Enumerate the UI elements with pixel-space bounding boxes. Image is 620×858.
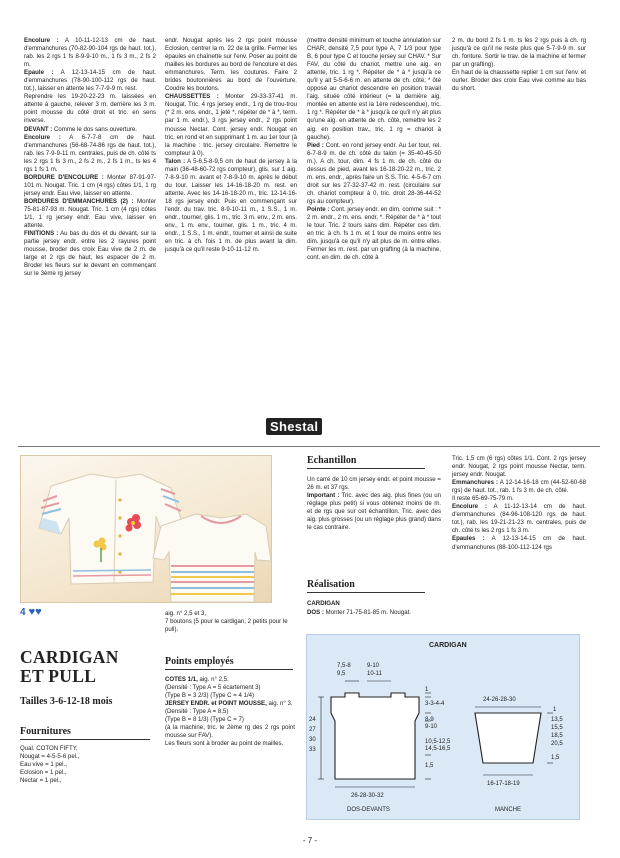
col3-text: Cont. en rond jersey endr. Au 1er tour, rel. 6-7-8-9 m. de ch. côté du talon (= 35-40-45-50 m.). A ch. tour, dim. 4 fs 1 m. de ch. côté du dessus de pied, avant les 16-18-20-22 m., tric. 2 m. ens. endr., après faire un S.S. Tric. 4-5-6-7 cm droit sur les 27-32-37-42 m. rest. (circulaire sur ch. chariot compteur à 0, tric. droit 28-36-44-52 rgs au compteur). <box>307 141 441 205</box>
text-column-3 <box>307 37 441 429</box>
col2-label: CHAUSSETTES : <box>165 93 219 101</box>
col1-label: BORDURE D'ENCOLURE : <box>24 173 104 181</box>
col4-paragraph <box>452 37 586 69</box>
col4b-paragraph <box>452 455 586 479</box>
points-text: Les fleurs sont à broder au point de mailles. <box>165 740 284 748</box>
materials-continued <box>165 610 297 634</box>
realisation-paragraph <box>307 609 441 617</box>
sleeve-right-2: 13,5 <box>551 717 563 723</box>
col1-label: Epaule : <box>24 69 54 77</box>
points-text: aig. n° 2,5. <box>197 676 229 683</box>
dim-left-2: 27 <box>309 727 316 733</box>
fournitures-item: Eclosion = 1 pel., <box>20 769 67 776</box>
col4b-text: A 12-14-16-18 cm (44-52-60-68 rgs) de haut. tot., rab. 1 fs 3 m. de ch. côté. <box>452 479 586 495</box>
col4b-paragraph <box>452 479 586 495</box>
realisation-text: Monter 71-75-81-85 m. Nougat. <box>323 609 411 616</box>
dim-top-d: 10-11 <box>367 671 382 677</box>
col4b-paragraph <box>452 495 586 503</box>
col3-paragraph <box>307 142 441 206</box>
sleeve-right-4: 18,5 <box>551 733 563 739</box>
col4b-text: Tric. 1,5 cm (6 rgs) côtes 1/1. Cont. 2 rgs jersey endr. Nougat, 2 rgs point mousse Nectar, term. jersey endr. Nougat. <box>452 455 586 479</box>
points-paragraph <box>165 684 295 692</box>
points-text: (à la machine, tric. le 2ème rg des 2 rgs point mousse sur FAV). <box>165 724 295 740</box>
col4b-text: Il reste 65-69-75-79 m. <box>452 495 514 503</box>
schematic-diagram <box>306 634 580 820</box>
col3-text: (mettre densité minimum et touche annulation sur CHAR, densité 7,5 pour type A, 7 1/3 pour type B, 6 pour type C et touche jersey sur CHAV. * Sur FAV, du côté du chariot, mettre une aig. en attente, tric. 1 rg *. Répéter de * à * jusqu'à ce qu'il y ait 5-5-6-6 m. en attente de ch. côté, * ôté opposé au chariot descendre en position travail l'aig. située côté intérieur (= la dernière aig. montée en attente est la 1ère redescendue), tric. 1 rg *. Répéter de * à * jusqu'à ce qu'il n'y ait plus qu'une aig. en attente de ch. côté, remettre les 2 aig. en position trav., tric. 1 rg = chariot à gauche). <box>307 37 441 141</box>
heart-icon: ♥♥ <box>28 606 42 618</box>
dim-right-6: 14,5-16,5 <box>425 746 451 752</box>
col1-label: Encolure : <box>24 37 59 44</box>
dim-bottom-left: 26-28-30-32 <box>351 793 384 799</box>
points-paragraph <box>165 716 295 724</box>
points-text: (Type B = 3 2/3) (Type C = 4 1/4) <box>165 692 255 700</box>
text-column-1 <box>24 37 156 429</box>
echantillon-paragraph <box>307 476 441 492</box>
col3-label: Pied : <box>307 141 324 149</box>
difficulty-rating <box>20 606 42 618</box>
text-column-4 <box>452 37 586 157</box>
points-label: JERSEY ENDR. et POINT MOUSSE, <box>165 700 267 708</box>
col1-paragraph <box>24 134 156 174</box>
col2-paragraph <box>165 93 297 157</box>
points-text: (Type B = 8 1/3) (Type C = 7) <box>165 716 244 724</box>
col1-paragraph <box>24 230 156 278</box>
realisation-heading: Réalisation <box>307 579 355 590</box>
dim-right-3: 8-9 <box>425 717 434 723</box>
realisation-text <box>307 609 441 629</box>
points-paragraph <box>165 724 295 740</box>
dim-left-4: 33 <box>309 747 316 753</box>
fournitures-item: Qual. COTON FIFTY, <box>20 745 78 752</box>
col4b-label: Encolure : <box>452 503 487 511</box>
sleeve-right-3: 15,5 <box>551 725 563 731</box>
diagram-title: CARDIGAN <box>429 642 467 649</box>
dim-right-4: 9-10 <box>425 724 438 730</box>
dim-right-2: 3-3-4-4 <box>425 701 445 707</box>
dim-top-c: 9-10 <box>367 663 380 669</box>
col1-text: Monter 75-81-87-93 m. Nougat. Tric. 1 cm (4 rgs) côtes 1/1, 1 rg jersey endr. Eau vive, laisser en attente. <box>24 197 156 230</box>
sleeve-right-5: 20,5 <box>551 741 563 747</box>
col2-text: Monter 29-33-37-41 m. Nougat. Tric. 4 rgs jersey endr., 1 rg de trou-trou (* 2 m. ens. endr., 1 jeté *, répéter de * à *, term. par 1 m. endr.), 3 rgs jersey endr., 2 rgs point mousse Nectar. Cont. jersey endr. Nougat en tric. en rond et en supprimant 1 m. au 1er tour (à la machine : tric. jersey circulaire. Remettre le compteur à 0). <box>165 93 297 157</box>
fournitures-item: Eau vive = 1 pel., <box>20 761 67 768</box>
heading-rule <box>20 739 150 740</box>
pullover-illustration <box>153 514 271 602</box>
echantillon-text: Tric. avec des aig. plus fines (ou un réglage plus petit) si vous obtenez moins de m. et de rgs que sur cet échantillon. Tric. avec des aig. plus grosses (ou un réglage plus grand) dans le cas contraire. <box>307 492 441 532</box>
col2-text: A 5-6,5-8-9,5 cm de haut de jersey à la main (36-48-60-72 rgs compteur), glis. sur 1 aig. 7-8-9-10 m. avant et 7-8-9-10 m. après le début du tour. Laisser les 14-16-18-20 m. rest. en attente. Avec les 14-16-18-20 m., tric. 12-14-16-18 rgs jersey endr. Puis en commençant sur l'endr. du trav. tric. 8-9-10-11 m., 1 S.S., 1 m. endr., tourner, glis. 1 m., tric. 3 m. env., 2 m. ens. env., 1 m. env., tourner, glis. 1 m., tric. 4 m. endr., 1 S.S., 1 m. endr., tourner et ainsi de suite en tric. à ch. fois 1 m. de plus avant la dim. jusqu'à ce qu'il reste 9-10-11-12 m. <box>165 157 297 254</box>
col1-text: Comme le dos sans ouverture. <box>52 125 138 133</box>
text-column-4-bottom <box>452 455 586 627</box>
section-divider <box>18 446 600 447</box>
page-number: - 7 - <box>302 836 318 845</box>
garment-photo <box>20 455 272 603</box>
heading-rule <box>307 468 425 469</box>
col3-paragraph <box>307 206 441 262</box>
materials-line: aig. n° 2,5 et 3, <box>165 610 207 617</box>
col1-text: A 6-7-7-8 cm de haut. d'emmanchures (56-68-74-86 rgs de haut. tot.), rab. les 7-9-9-11 m. centrales, puis de ch. côté ts les 2 rgs 1 fs 3 m., 2 fs 2 m., 2 fs 1 m., ts les 4 rgs 1 fs 1 m. <box>24 133 156 173</box>
dim-left-3: 30 <box>309 737 316 743</box>
col1-text: A 10-11-12-13 cm de haut. d'emmanchures (70-82-90-104 rgs de haut. tot.), rab. les 2 rgs 1 fs 8-9-9-10 m., 1 fs 3 m., 2 fs 2 m. <box>24 37 156 69</box>
col1-text: A 12-13-14-15 cm de haut. d'emmanchures (78-90-100-112 rgs de haut. tot.), laisser en attente les 7-7-9-9 m. rest. <box>24 69 156 93</box>
watermark: Shestal <box>266 418 322 435</box>
col1-text: Au bas du dos et du devant, sur la partie jersey endr. entre les 2 rayures point mousse, broder des croix Eau vive de 2 m. de large et 2 rgs de haut, les espacer de 2 m. Broder les fleurs sur le devant en commençant sur le 3ème rg jersey <box>24 230 156 278</box>
caption-right: MANCHE <box>495 807 522 813</box>
points-text: (Densité : Type A = 5 écartement 3) <box>165 684 261 692</box>
points-paragraph <box>165 740 295 748</box>
sleeve-right-1: 1 <box>553 707 557 713</box>
cardigan-subheading: CARDIGAN <box>307 600 340 607</box>
sleeve-right-6: 1,5 <box>551 755 560 761</box>
col4b-label: Emmanchures : <box>452 479 499 487</box>
col1-paragraph <box>24 126 156 134</box>
fournitures-item: Nectar = 1 pel., <box>20 777 62 784</box>
realisation-label: DOS : <box>307 609 324 616</box>
heading-rule <box>307 592 425 593</box>
echantillon-text: Un carré de 10 cm jersey endr. et point mousse = 26 m. et 37 rgs. <box>307 476 441 492</box>
col1-paragraph <box>24 93 156 125</box>
col1-paragraph <box>24 198 156 230</box>
dim-right-7: 1,5 <box>425 763 434 769</box>
points-paragraph <box>165 692 295 700</box>
dim-right-1: 1 <box>425 687 429 693</box>
sleeve-top: 24-26-28-30 <box>483 697 516 703</box>
col2-paragraph <box>165 37 297 93</box>
col1-paragraph <box>24 174 156 198</box>
col4b-paragraph <box>452 535 586 551</box>
fournitures-heading: Fournitures <box>20 726 71 737</box>
col2-paragraph <box>165 158 297 255</box>
col1-text: Reprendre les 19-20-22-23 m. laissées en attente à gauche, relever 3 m. derrière les 3 m. point mousse du côté droit et tric. en sens inverse. <box>24 93 156 125</box>
pattern-title <box>20 648 119 686</box>
rating-number: 4 <box>20 607 26 618</box>
col3-text: Cont. jersey endr. en dim. comme suit : * 2 m. endr., 2 m. ens. endr. *. Répéter de * à * tout le tour. Tric. 2 tours sans dim. Répéter ces dim. en tric. à ch. fs 1 m. et 1 tour de moins entre les dim. jusqu'à ce qu'il n'y ait plus de m. entre elles. Fermer les m. rest. par un grafting (à la machine, cont. en dim. de ch. côté à <box>307 205 441 262</box>
materials-line: 7 boutons (5 pour le cardigan, 2 petits pour le pull). <box>165 618 288 633</box>
col1-label: FINITIONS : <box>24 230 59 238</box>
col1-label: Encolure : <box>24 133 61 141</box>
col3-paragraph <box>307 37 441 142</box>
col4b-paragraph <box>452 503 586 535</box>
points-paragraph <box>165 708 295 716</box>
col1-text: Monter 87-91-97-101 m. Nougat. Tric. 1 cm (4 rgs) côtes 1/1, 1 rg jersey endr. Eau vive, laisser en attente. <box>24 173 156 197</box>
col4-text: En haut de la chaussette replier 1 cm sur l'env. et ourler. Broder des croix Eau vive comme au bas du short. <box>452 69 586 93</box>
col4-paragraph <box>452 69 586 93</box>
col1-label: DEVANT : <box>24 125 53 133</box>
dim-top-b: 9,5 <box>337 671 346 677</box>
echantillon-heading: Echantillon <box>307 455 357 466</box>
col1-paragraph <box>24 69 156 93</box>
col4b-text: A 12-13-14-15 cm de haut. d'emmanchures (88-100-112-124 rgs <box>452 535 586 551</box>
text-column-2 <box>165 37 297 429</box>
heading-rule <box>165 669 293 670</box>
col3-label: Pointe : <box>307 205 330 213</box>
fournitures-list <box>20 745 150 785</box>
echantillon-label: Important : <box>307 492 340 500</box>
dim-top-a: 7,5-8 <box>337 663 351 669</box>
points-text: aig. n° 3. <box>266 700 293 708</box>
dim-left-1: 24 <box>309 717 316 723</box>
col1-label: BORDURES D'EMMANCHURES (2) : <box>24 197 134 205</box>
fournitures-item: Nougat = 4-5-5-6 pel., <box>20 753 80 760</box>
col2-text: endr. Nougat après les 2 rgs point mousse Eclosion, centrer la m. 22 de la grille. Fermer les épaules en chaînette sur l'env. Poser au point de mailles les bordures au bord de l'encolure et des emmanchures. Term. les coutures. Faire 2 brides boutonnières au bord de l'ouverture. Coudre les boutons. <box>165 37 297 93</box>
points-heading: Points employés <box>165 656 234 667</box>
points-text <box>165 676 295 816</box>
dim-right-5: 10,5-12,5 <box>425 739 451 745</box>
title-line-2: ET PULL <box>20 666 97 686</box>
caption-left: DOS-DEVANTS <box>347 807 390 813</box>
col4-text: 2 m. du bord 2 fs 1 m. ts les 2 rgs puis à ch. rg jusqu'à ce qu'il ne reste plus que 5-7-9-9 m. sur ch. fonture. Sortir le trav. de la machine et fermer par un grafting). <box>452 37 586 69</box>
col4b-label: Epaules : <box>452 535 485 543</box>
col2-label: Talon : <box>165 157 186 165</box>
echantillon-text <box>307 476 441 572</box>
title-line-1: CARDIGAN <box>20 647 119 667</box>
col1-paragraph <box>24 37 156 69</box>
echantillon-paragraph <box>307 492 441 532</box>
points-paragraph <box>165 700 295 708</box>
col4b-text: A 11-12-13-14 cm de haut. d'emmanchures (84-96-108-120 rgs de haut. tot.), rab. les 19-21-21-23 m. centrales, puis de ch. côté ts les 2 rgs 1 fs 3 m. <box>452 503 586 535</box>
points-label: COTES 1/1, <box>165 676 198 683</box>
points-text: (Densité : Type A = 8,5) <box>165 708 229 716</box>
sleeve-bottom: 16-17-18-19 <box>487 781 520 787</box>
points-paragraph <box>165 676 295 684</box>
sizes-label: Tailles 3-6-12-18 mois <box>20 696 113 707</box>
